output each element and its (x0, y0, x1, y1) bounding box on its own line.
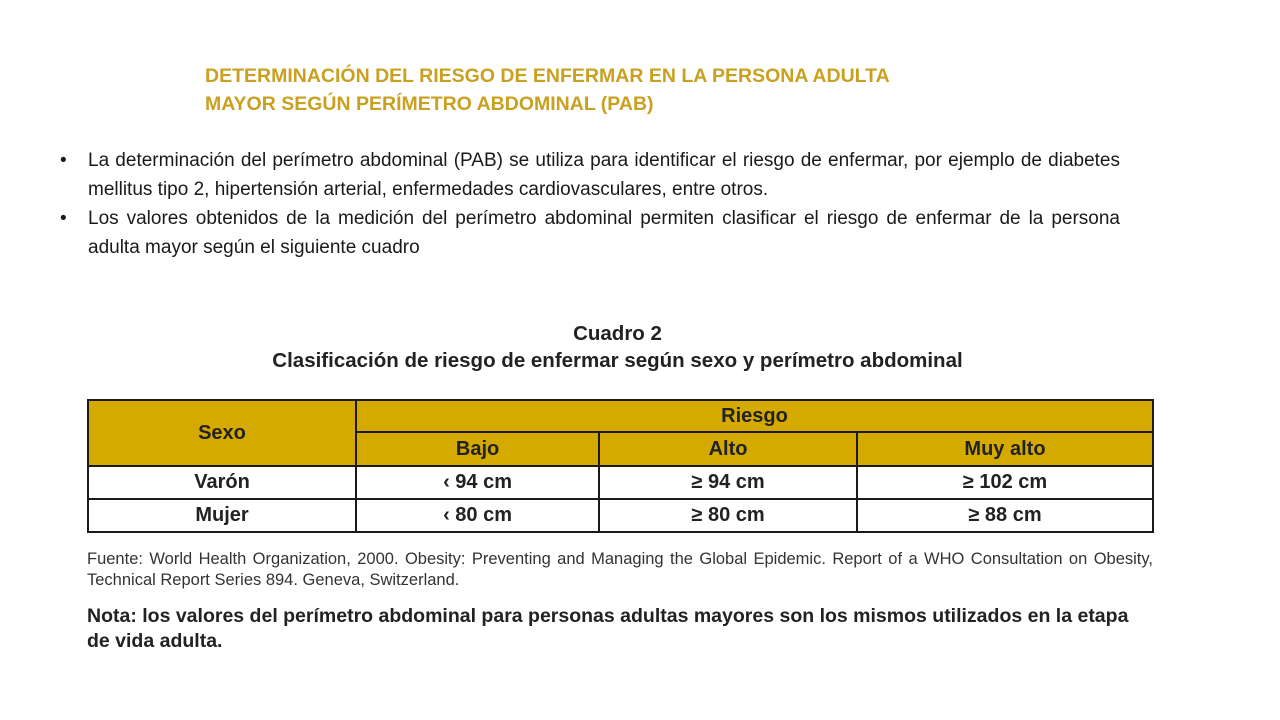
slide-title (205, 62, 1105, 118)
bullet-text: La determinación del perímetro abdominal (PAB) se utiliza para identificar el riesgo de enfermar, por ejemplo de diabetes mellitus tipo 2, hipertensión arterial, enfermedades cardiovasculares, entre otros. (88, 150, 1120, 200)
nota-text: los valores del perímetro abdominal para personas adultas mayores son los mismos utilizados en la etapa de vida adulta. (87, 605, 1129, 652)
cell-muy-alto: ≥ 88 cm (857, 499, 1153, 532)
cell-muy-alto: ≥ 102 cm (857, 466, 1153, 499)
bullet-item (60, 204, 1120, 262)
table-row (88, 466, 1153, 499)
cuadro-caption: Clasificación de riesgo de enfermar según sexo y perímetro abdominal (272, 349, 963, 372)
nota-label: Nota: (87, 605, 137, 627)
header-sexo: Sexo (88, 400, 356, 466)
bullet-list (60, 146, 1120, 262)
nota (87, 604, 1153, 654)
cell-sexo: Varón (88, 466, 356, 499)
risk-table (87, 399, 1154, 533)
bullet-item (60, 146, 1120, 204)
source-note: Fuente: World Health Organization, 2000. Obesity: Preventing and Managing the Global Epidemic. Report of a WHO Consultation on Obesity, Technical Report Series 894. Geneva, Switzerland. (87, 550, 1153, 589)
cell-alto: ≥ 80 cm (599, 499, 857, 532)
cell-sexo: Mujer (88, 499, 356, 532)
slide-title-line-2: MAYOR SEGÚN PERÍMETRO ABDOMINAL (PAB) (205, 93, 654, 115)
cell-bajo: ‹ 80 cm (356, 499, 599, 532)
bullet-dot-icon: • (60, 150, 67, 171)
header-bajo: Bajo (356, 432, 599, 466)
header-riesgo: Riesgo (356, 400, 1153, 432)
cuadro-heading (200, 320, 1035, 374)
cell-bajo: ‹ 94 cm (356, 466, 599, 499)
cell-alto: ≥ 94 cm (599, 466, 857, 499)
table-row (88, 499, 1153, 532)
bullet-text: Los valores obtenidos de la medición del perímetro abdominal permiten clasificar el riesgo de enfermar de la persona adulta mayor según el siguiente cuadro (88, 208, 1120, 258)
header-alto: Alto (599, 432, 857, 466)
slide-title-line-1: DETERMINACIÓN DEL RIESGO DE ENFERMAR EN LA PERSONA ADULTA (205, 65, 890, 87)
bullet-dot-icon: • (60, 208, 67, 229)
header-muy-alto: Muy alto (857, 432, 1153, 466)
cuadro-number: Cuadro 2 (573, 322, 662, 345)
